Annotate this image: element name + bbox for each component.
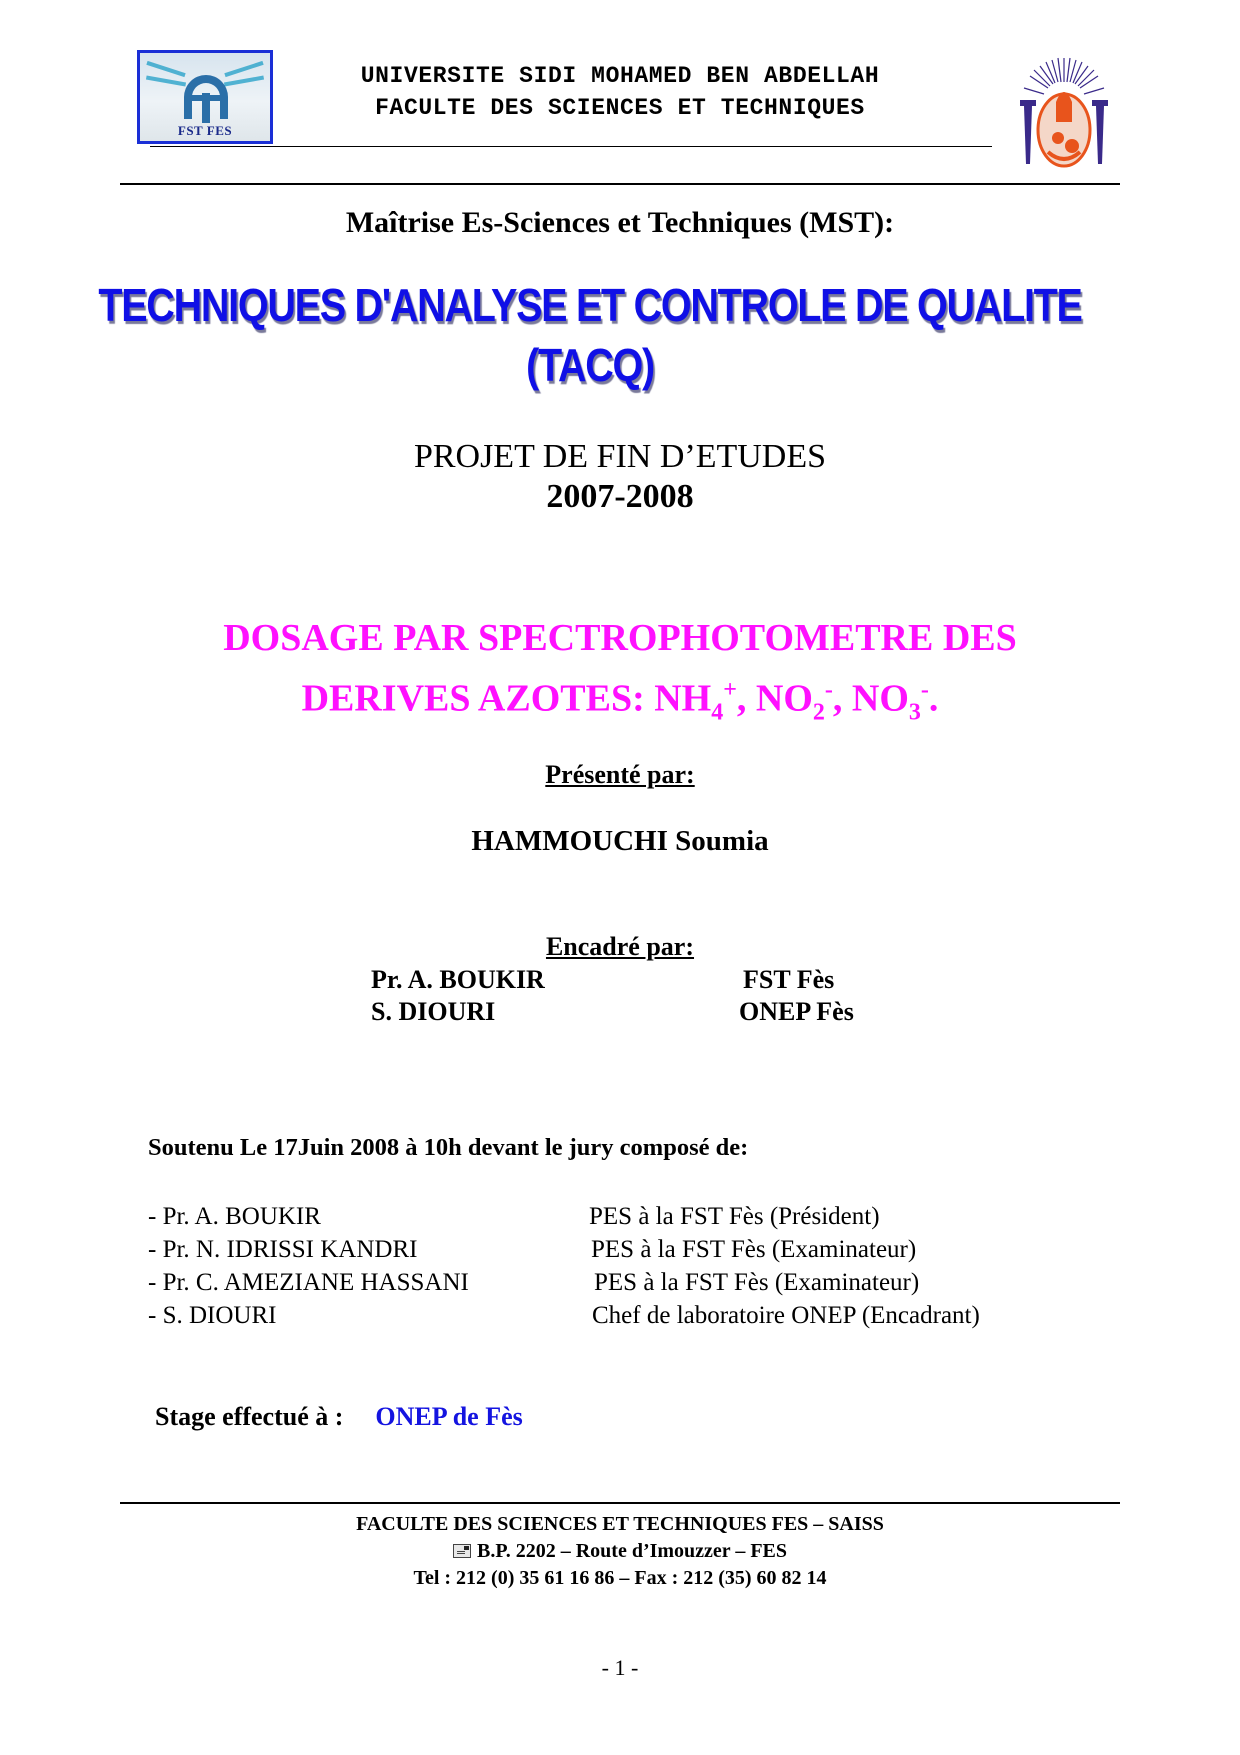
jury-member-name: - Pr. N. IDRISSI KANDRI [148,1236,418,1263]
jury-member-name: - Pr. C. AMEZIANE HASSANI [148,1269,469,1296]
supervisor-name: Pr. A. BOUKIR [371,965,545,994]
faculty-name: FACULTE DES SCIENCES ET TECHNIQUES [375,95,865,121]
jury-member-role: PES à la FST Fès (Président) [589,1203,880,1230]
project-label: PROJET DE FIN D’ETUDES [413,438,827,475]
subject-text: , NO [736,677,813,720]
jury-member-role: PES à la FST Fès (Examinateur) [594,1269,920,1296]
jury-member-role: PES à la FST Fès (Examinateur) [591,1236,917,1263]
subject-line1: DOSAGE PAR SPECTROPHOTOMETRE DES [223,617,1017,659]
university-emblem-logo [1018,52,1110,170]
footer-divider [120,1502,1120,1504]
academic-year: 2007-2008 [546,478,694,515]
header-divider [120,183,1120,185]
fst-fes-logo [137,50,273,144]
subject-line2 [0,664,1240,738]
supervisor-org: FST Fès [743,965,835,994]
supervisor-name: S. DIOURI [371,997,496,1026]
footer-institution: FACULTE DES SCIENCES ET TECHNIQUES FES – SAISS [356,1513,884,1535]
program-title [83,275,1098,395]
program-title-line2: (TACQ) [526,339,654,391]
superscript: - [920,677,929,703]
jury-member-name: - Pr. A. BOUKIR [148,1203,321,1230]
jury-member-role: Chef de laboratoire ONEP (Encadrant) [592,1302,980,1329]
presented-by-label: Présenté par: [545,760,695,789]
footer-contact: Tel : 212 (0) 35 61 16 86 – Fax : 212 (35) 60 82 14 [413,1567,827,1589]
jury-member-name: - S. DIOURI [148,1302,277,1329]
header-divider-thin [150,146,992,147]
institution-header [300,60,940,124]
project-subject [0,612,1240,738]
footer-postal [0,1538,1240,1565]
program-title-line1: TECHNIQUES D'ANALYSE ET CONTROLE DE QUALITE [98,279,1082,331]
subscript: 2 [812,699,825,726]
subscript: 4 [711,699,724,726]
superscript: - [824,677,833,703]
subject-text: . [928,677,939,720]
subscript: 3 [908,699,921,726]
supervisor-org: ONEP Fès [739,997,854,1026]
superscript: + [723,677,737,703]
internship-label: Stage effectué à : [155,1402,344,1431]
university-name: UNIVERSITE SIDI MOHAMED BEN ABDELLAH [360,63,880,89]
student-name: HAMMOUCHI Soumia [471,825,769,857]
defense-statement: Soutenu Le 17Juin 2008 à 10h devant le jury composé de: [148,1134,749,1161]
footer-address [0,1511,1240,1592]
logo-text: FST FES [177,123,233,138]
mailbox-icon [453,1544,471,1558]
subject-text: , NO [832,677,909,720]
supervised-by-label: Encadré par: [545,932,695,961]
footer-postal-text: B.P. 2202 – Route d’Imouzzer – FES [477,1540,787,1562]
internship-line [155,1402,523,1432]
internship-place: ONEP de Fès [375,1402,523,1431]
degree-title: Maîtrise Es-Sciences et Techniques (MST): [345,206,895,239]
subject-text: DERIVES AZOTES: NH [301,677,712,720]
page-number: - 1 - [601,1655,639,1680]
